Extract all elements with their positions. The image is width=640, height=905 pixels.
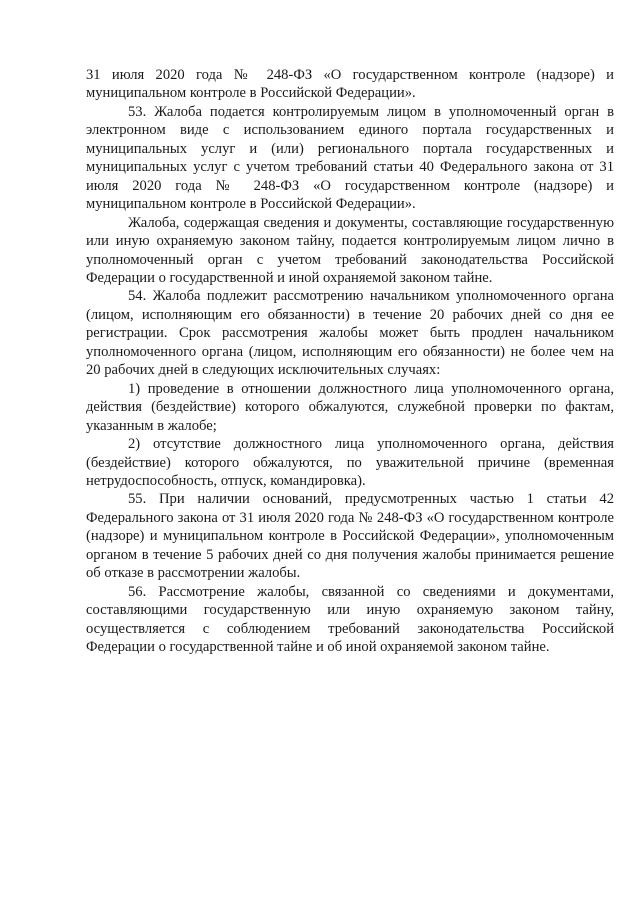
paragraph-53: 53. Жалоба подается контролируемым лицом в уполномоченный орган в электронном виде с использованием единого портала государственных и муниципальных услуг и (или) регионального портала государственных и муниципальных услуг с учетом требований статьи 40 Федерального закона от 31 июля 2020 года № 248-ФЗ «О государственном контроле (надзоре) и муниципальном контроле в Российской Федерации». bbox=[86, 103, 614, 213]
paragraph-56: 56. Рассмотрение жалобы, связанной со сведениями и документами, составляющими государственную или иную охраняемую законом тайну, осуществляется с соблюдением требований законодательства Российской Федерации о государственной тайне и об иной охраняемой законом тайне. bbox=[86, 583, 614, 656]
paragraph-54-item-1: 1) проведение в отношении должностного лица уполномоченного органа, действия (бездействие) которого обжалуются, служебной проверки по фактам, указанным в жалобе; bbox=[86, 380, 614, 434]
paragraph-53-secret: Жалоба, содержащая сведения и документы, составляющие государственную или иную охраняемую законом тайну, подается контролируемым лицом лично в уполномоченный орган с учетом требований законодательства Российской Федерации о государственной и иной охраняемой законом тайне. bbox=[86, 214, 614, 286]
paragraph-54: 54. Жалоба подлежит рассмотрению начальником уполномоченного органа (лицом, исполняющим его обязанности) в течение 20 рабочих дней со дня ее регистрации. Срок рассмотрения жалобы может быть продлен начальником уполномоченного органа (лицом, исполняющим его обязанности) не более чем на 20 рабочих дней в следующих исключительных случаях: bbox=[86, 288, 614, 379]
paragraph-54-item-2: 2) отсутствие должностного лица уполномоченного органа, действия (бездействие) которого обжалуются, по уважительной причине (временная нетрудоспособность, отпуск, командировка). bbox=[86, 436, 614, 489]
paragraph-55: 55. При наличии оснований, предусмотренных частью 1 статьи 42 Федерального закона от 31 июля 2020 года № 248-ФЗ «О государственном контроле (надзоре) и муниципальном контроле в Российской Федерации», уполномоченным органом в течение 5 рабочих дней со дня получения жалобы принимается решение об отказе в рассмотрении жалобы. bbox=[86, 491, 614, 582]
paragraph-continuation: 31 июля 2020 года № 248-ФЗ «О государственном контроле (надзоре) и муниципальном контроле в Российской Федерации». bbox=[86, 67, 614, 102]
document-body bbox=[86, 66, 614, 657]
